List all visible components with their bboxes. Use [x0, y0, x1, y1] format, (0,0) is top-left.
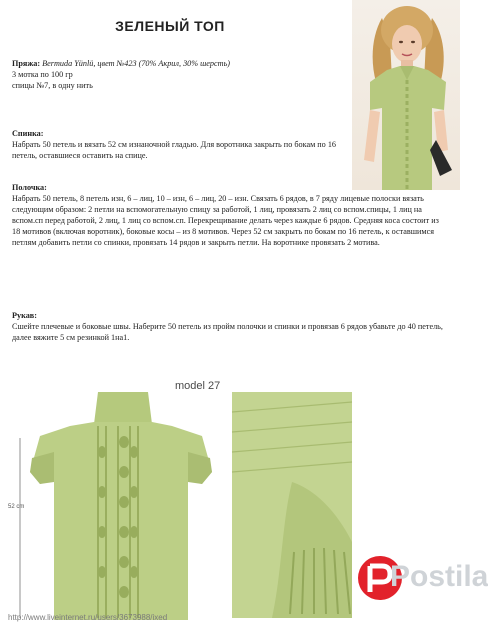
sleeve-section [12, 310, 448, 343]
yarn-line-2: 3 мотка по 100 гр [12, 70, 73, 79]
measurement-label: 52 cm [8, 504, 25, 510]
front-text: Набрать 50 петель, 8 петель изн, 6 – лиц, 10 – изн, 6 – лиц, 20 – изн. Связать 6 рядов, в 7 ряду лицевые полоски вязать следующим образом: 2 петли на вспомогательную спицу за работой, 1 лиц, провязать 2 лиц со вспом.спицы, 1 лиц на вспом.сп перед работой, 2 лиц, 1 лиц со вспом.сп. Перекрещивание делать через каждые 6 рядов. Средняя коса состоит из 18 мотивов (включая воротник), боковые косы – из 8 мотивов. Через 52 см закрыть по бокам по 16 петель, к оставшимся петлям добавить петли со спинки, провязать 14 рядов и закрыть петли. На воротнике провязать 2 мотива. [12, 194, 439, 247]
sleeve-label: Рукав: [12, 311, 37, 320]
yarn-label: Пряжа: [12, 59, 41, 68]
back-text: Набрать 50 петель и вязать 52 см изнаночной гладью. Для воротника закрыть по бокам по 16 петель, оставшиеся оставить на спице. [12, 140, 337, 160]
yarn-section [12, 58, 342, 91]
garment-photo [10, 392, 225, 622]
front-section [12, 182, 448, 248]
yarn-line-3: спицы №7, в одну нить [12, 81, 93, 90]
front-label: Полочка: [12, 183, 47, 192]
back-label: Спинка: [12, 129, 44, 138]
sleeve-detail-photo [232, 392, 352, 618]
back-section [12, 128, 342, 161]
source-watermark: http://www.liveinternet.ru/users/3673988/ixed [8, 613, 168, 622]
model-photo [352, 0, 460, 190]
yarn-name: Bermuda Yünlü, цвет №423 (70% Акрил, 30% шерсть) [42, 59, 231, 68]
page-title: ЗЕЛЕНЫЙ ТОП [115, 18, 225, 34]
model-number: model 27 [175, 380, 221, 392]
sleeve-text: Сшейте плечевые и боковые швы. Наберите 50 петель из пройм полочки и спинки и провязав 6 рядов убавьте до 40 петель, далее вяжите 5 см резинкой 1на1. [12, 322, 443, 342]
brand-text: Postila [390, 560, 488, 593]
